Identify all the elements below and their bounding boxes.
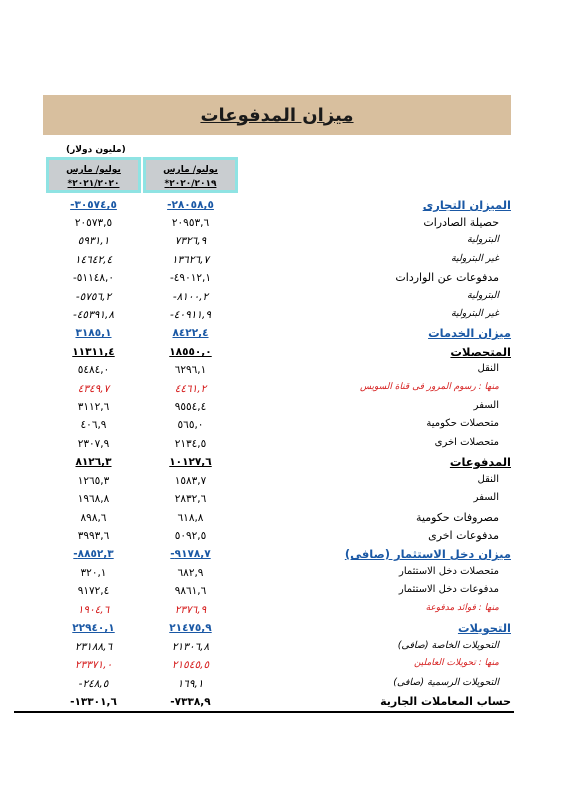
row-label: منها : تحويلات العاملين xyxy=(413,658,499,668)
value-2021: ٢٣٣٧١,٠ xyxy=(74,659,113,671)
value-2020: ٦٨٢,٩ xyxy=(177,567,204,579)
value-2021: -٥١١٤٨,٠ xyxy=(73,272,114,284)
value-2021: -٨٨٥٢,٣ xyxy=(73,548,114,560)
table-row xyxy=(43,234,511,253)
row-label: البترولية xyxy=(467,290,499,301)
table-row xyxy=(43,474,511,493)
value-2020: -٨١٠٠,٢ xyxy=(172,291,209,303)
page-title: ميزان المدفوعات xyxy=(200,104,354,126)
table-row xyxy=(43,492,511,511)
table-row xyxy=(43,290,511,309)
column-header-2021 xyxy=(46,157,141,193)
value-2020: -٧٣٣٨,٩ xyxy=(170,696,211,708)
value-2021: ١٢٦٥,٣ xyxy=(77,475,110,487)
value-2021: ٤٠٦,٩ xyxy=(80,419,107,431)
value-2021: -٢٤٨,٥ xyxy=(78,678,109,690)
value-2020: ٧٣٢٦,٩ xyxy=(174,235,207,247)
table-row xyxy=(43,400,511,419)
value-2020: -٤٩٠١٢,١ xyxy=(170,272,211,284)
row-label: متحصلات دخل الاستثمار xyxy=(399,566,499,577)
value-2020: ٥٦٥,٠ xyxy=(177,419,204,431)
row-label: الميزان التجارى xyxy=(422,198,511,212)
table-row xyxy=(43,437,511,456)
value-2021: ٨٩٨,٦ xyxy=(80,512,107,524)
row-label: ميزان دخل الاستثمار (صافى) xyxy=(344,547,511,561)
value-2020: ٤٤٦١,٢ xyxy=(174,383,207,395)
table-row xyxy=(43,198,511,217)
table-row xyxy=(43,658,511,677)
row-label: التحويلات xyxy=(457,621,511,635)
table-row xyxy=(43,418,511,437)
value-2021: ٢٠٥٧٣,٥ xyxy=(74,217,113,229)
column-period: يوليو/ مارس xyxy=(163,165,218,175)
row-label: التحويلات الرسمية (صافى) xyxy=(393,677,499,688)
value-2020: ٢١٤٧٥,٩ xyxy=(169,622,212,634)
table-row xyxy=(43,584,511,603)
value-2021: ٢٣١٨٨,٦ xyxy=(74,641,113,653)
row-label: النقل xyxy=(477,474,499,485)
value-2021: ٤٣٤٩,٧ xyxy=(77,383,110,395)
value-2020: ٦٢٩٦,١ xyxy=(174,364,207,376)
column-year: *٢٠٢٠/٢٠١٩ xyxy=(164,179,217,189)
table-row xyxy=(43,326,511,345)
value-2021: -٤٥٣٩١,٨ xyxy=(73,309,114,321)
value-2021: ١٩٠٤,٦ xyxy=(77,604,110,616)
value-2020: ٩٥٥٤,٤ xyxy=(174,401,207,413)
value-2020: ١٥٨٣,٧ xyxy=(174,475,207,487)
value-2020: ١٠١٢٧,٦ xyxy=(169,456,212,468)
value-2020: ٢٣٧٦,٩ xyxy=(174,604,207,616)
value-2021: ٥٩٣١,١ xyxy=(77,235,110,247)
value-2020: ١٣٦٢٦,٧ xyxy=(171,254,210,266)
row-label: ميزان الخدمات xyxy=(428,326,511,340)
value-2020: ٢١٣٤,٥ xyxy=(174,438,207,450)
value-2020: -٩١٧٨,٧ xyxy=(170,548,211,560)
row-label: مدفوعات دخل الاستثمار xyxy=(398,584,499,595)
row-label: مدفوعات عن الواردات xyxy=(395,271,499,284)
table-row xyxy=(43,640,511,659)
column-year: *٢٠٢١/٢٠٢٠ xyxy=(67,179,120,189)
value-2020: ٨٤٢٢,٤ xyxy=(172,327,209,339)
title-bar xyxy=(43,95,511,135)
value-2020: ٢١٣٠٦,٨ xyxy=(171,641,210,653)
value-2021: ٥٤٨٤,٠ xyxy=(77,364,110,376)
column-header-2020 xyxy=(143,157,238,193)
value-2021: ١٩٦٨,٨ xyxy=(77,493,110,505)
value-2021: ٢٢٩٤٠,١ xyxy=(72,622,115,634)
table-row xyxy=(43,271,511,290)
row-label: البترولية xyxy=(467,234,499,245)
row-label: السفر xyxy=(473,400,499,411)
row-label: النقل xyxy=(477,363,499,374)
value-2020: ٢١٥٤٥,٥ xyxy=(171,659,210,671)
table-row xyxy=(43,547,511,566)
value-2020: ٩٨٦١,٦ xyxy=(174,585,207,597)
value-2020: -٤٠٩١١,٩ xyxy=(170,309,211,321)
row-label: منها : رسوم المرور فى قناة السويس xyxy=(359,382,499,392)
value-2020: ٦١٨,٨ xyxy=(177,512,204,524)
table-row xyxy=(43,529,511,548)
table-row xyxy=(43,455,511,474)
table-row xyxy=(43,677,511,696)
value-2021: ٣١٨٥,١ xyxy=(75,327,112,339)
value-2021: ٢٣٠٧,٩ xyxy=(77,438,110,450)
value-2020: ١٨٥٥٠,٠ xyxy=(169,346,212,358)
value-2021: -١٣٣٠١,٦ xyxy=(70,696,117,708)
row-label: منها : فوائد مدفوعة xyxy=(425,603,499,613)
value-2021: ٨١٢٦,٣ xyxy=(75,456,112,468)
value-2021: ١١٣١١,٤ xyxy=(72,346,115,358)
row-label: التحويلات الخاصة (صافى) xyxy=(397,640,499,651)
table-row xyxy=(43,603,511,622)
row-label: حصيلة الصادرات xyxy=(423,216,499,229)
table-row xyxy=(43,511,511,530)
table-row xyxy=(43,566,511,585)
row-label: السفر xyxy=(473,492,499,503)
row-label: متحصلات حكومية xyxy=(426,418,499,429)
row-label: المتحصلات xyxy=(450,345,511,359)
value-2021: -٥٧٥٦,٢ xyxy=(75,291,112,303)
table-row xyxy=(43,382,511,401)
column-period: يوليو/ مارس xyxy=(66,165,121,175)
table-row xyxy=(43,253,511,272)
value-2021: ١٤٦٤٢,٤ xyxy=(74,254,113,266)
row-label: حساب المعاملات الجارية xyxy=(380,695,511,708)
row-label: متحصلات اخرى xyxy=(434,437,499,448)
value-2020: ٥٠٩٢,٥ xyxy=(174,530,207,542)
table-row xyxy=(43,216,511,235)
table-row xyxy=(43,363,511,382)
row-label: غير البترولية xyxy=(450,308,499,319)
row-label: مصروفات حكومية xyxy=(416,511,499,524)
row-label: مدفوعات اخرى xyxy=(428,529,499,542)
value-2021: ٣٢٠,١ xyxy=(80,567,107,579)
value-2021: ٣٩٩٣,٦ xyxy=(77,530,110,542)
value-2021: -٣٠٥٧٤,٥ xyxy=(70,199,117,211)
table-row xyxy=(43,621,511,640)
table-row xyxy=(43,345,511,364)
value-2021: ٣١١٢,٦ xyxy=(77,401,110,413)
row-label: المدفوعات xyxy=(449,455,511,469)
value-2020: ٢٠٩٥٣,٦ xyxy=(171,217,210,229)
value-2020: ٢٨٣٢,٦ xyxy=(174,493,207,505)
value-2020: ١٦٩,١ xyxy=(177,678,204,690)
value-2021: ٩١٧٢,٤ xyxy=(77,585,110,597)
table-row xyxy=(43,308,511,327)
row-label: غير البترولية xyxy=(450,253,499,264)
value-2020: -٢٨٠٥٨,٥ xyxy=(167,199,214,211)
unit-label: (مليون دولار) xyxy=(66,145,126,155)
bottom-rule xyxy=(14,711,514,713)
